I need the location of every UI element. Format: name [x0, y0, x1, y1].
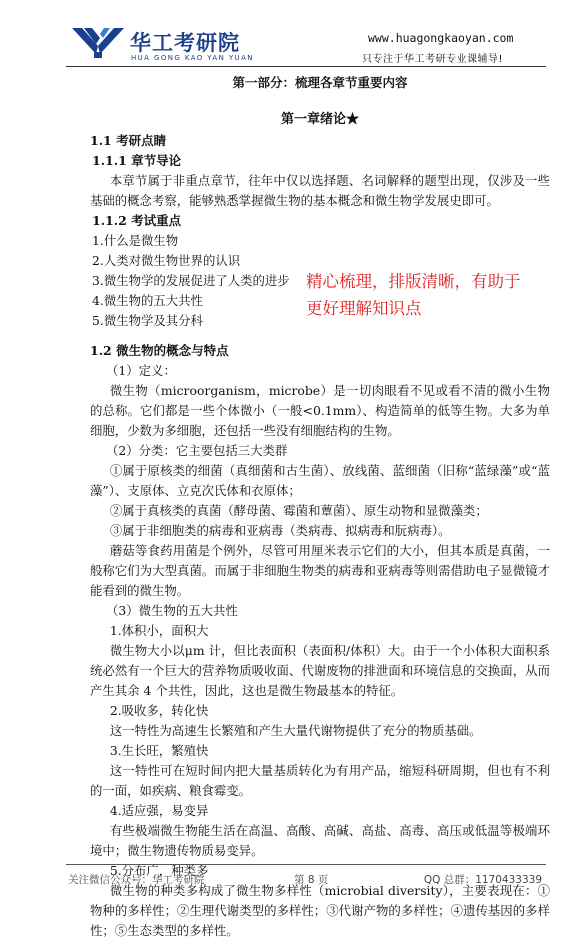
- section-heading-1-1: 1.1 考研点睛: [90, 133, 167, 148]
- classification-item: ③属于非细胞类的病毒和亚病毒（类病毒、拟病毒和朊病毒）。: [109, 523, 451, 538]
- annotation-line: 更好理解知识点: [306, 299, 422, 318]
- page-header: [0, 0, 586, 72]
- trait-paragraph: 微生物大小以μm 计，但比表面积（表面积/体积）大。由于一个小体积大面积系统必然有一个巨大的营养物质吸收面、代谢废物的排泄面和环境信息的交换面，从而产生其余 4 个共性，因此，这也是微生物最基本的特征。: [90, 643, 550, 698]
- brand-logo-icon: [70, 24, 126, 60]
- key-point-item: 3.微生物学的发展促进了人类的进步: [92, 273, 290, 288]
- trait-heading: 2.吸收多，转化快: [109, 703, 209, 718]
- footer-divider: [66, 864, 546, 865]
- page-footer: [0, 870, 586, 890]
- trait-paragraph: 这一特性为高速生长繁殖和产生大量代谢物提供了充分的物质基础。: [109, 723, 482, 738]
- header-divider: [66, 66, 546, 67]
- intro-paragraph: 本章节属于非重点章节，往年中仅以选择题、名词解释的题型出现，仅涉及一些基础的概念考察，能够熟悉掌握微生物的基本概念和微生物学发展史即可。: [90, 173, 550, 208]
- footer-wechat: 关注微信公众号：华工考研院: [68, 874, 205, 886]
- classification-label: （2）分类：它主要包括三大类群: [106, 443, 288, 458]
- trait-paragraph: 有些极端微生物能生活在高温、高酸、高碱、高盐、高毒、高压或低温等极端环境中；微生物遗传物质易变异。: [90, 823, 550, 858]
- red-annotation: [306, 268, 556, 322]
- classification-item: ①属于原核类的细菌（真细菌和古生菌）、放线菌、蓝细菌（旧称“蓝绿藻”或“蓝藻”）、支原体、立克次氏体和衣原体；: [90, 463, 550, 498]
- chapter-title: 第一章绪论★: [280, 112, 359, 127]
- key-point-item: 4.微生物的五大共性: [92, 293, 203, 308]
- definition-label: （1）定义：: [106, 363, 176, 378]
- trait-heading: 3.生长旺，繁殖快: [109, 743, 209, 758]
- site-slogan: 只专注于华工考研专业课辅导!: [362, 54, 504, 65]
- brand-name: 华工考研院: [130, 31, 240, 55]
- subsection-heading-1-1-1: 1.1.1 章节导论: [92, 153, 182, 168]
- key-point-item: 2.人类对微生物世界的认识: [92, 253, 241, 268]
- key-point-item: 1.什么是微生物: [92, 233, 179, 248]
- subsection-heading-1-1-2: 1.1.2 考试重点: [92, 213, 182, 228]
- trait-paragraph: 微生物的种类多构成了微生物多样性（microbial diversity），主要表现在：①物种的多样性；②生理代谢类型的多样性；③代谢产物的多样性；④遗传基因的多样性；⑤生态类型的多样性。: [90, 883, 550, 938]
- trait-paragraph: 这一特性可在短时间内把大量基质转化为有用产品，缩短科研周期，但也有不利的一面，如疾病、粮食霉变。: [90, 763, 550, 798]
- footer-qq-group: QQ 总群：1170433339: [423, 874, 542, 886]
- key-point-item: 5.微生物学及其分科: [92, 313, 203, 328]
- trait-heading: 1.体积小，面积大: [109, 623, 209, 638]
- trait-heading: 5.分布广，种类多: [109, 863, 209, 878]
- classification-note: 蘑菇等食药用菌是个例外，尽管可用厘米表示它们的大小，但其本质是真菌，一般称它们为大型真菌。而属于非细胞生物类的病毒和亚病毒等则需借助电子显微镜才能看到的微生物。: [90, 543, 550, 598]
- part-title: 第一部分：梳理各章节重要内容: [232, 75, 408, 90]
- site-url[interactable]: www.huagongkaoyan.com: [368, 31, 514, 45]
- page-number: 第 8 页: [294, 874, 329, 886]
- traits-label: （3）微生物的五大共性: [106, 603, 238, 618]
- main-content: [90, 72, 550, 941]
- definition-paragraph: 微生物（microorganism，microbe）是一切肉眼看不见或看不清的微小生物的总称。它们都是一些个体微小（一般<0.1mm）、构造简单的低等生物。大多为单细胞，少数为多细胞，还包括一些没有细胞结构的生物。: [90, 383, 550, 438]
- brand-pinyin: HUA GONG KAO YAN YUAN: [131, 54, 254, 62]
- annotation-line: 精心梳理，排版清晰，有助于: [306, 272, 521, 291]
- trait-heading: 4.适应强，易变异: [109, 803, 209, 818]
- section-heading-1-2: 1.2 微生物的概念与特点: [90, 343, 229, 358]
- classification-item: ②属于真核类的真菌（酵母菌、霉菌和蕈菌）、原生动物和显微藻类；: [109, 503, 488, 518]
